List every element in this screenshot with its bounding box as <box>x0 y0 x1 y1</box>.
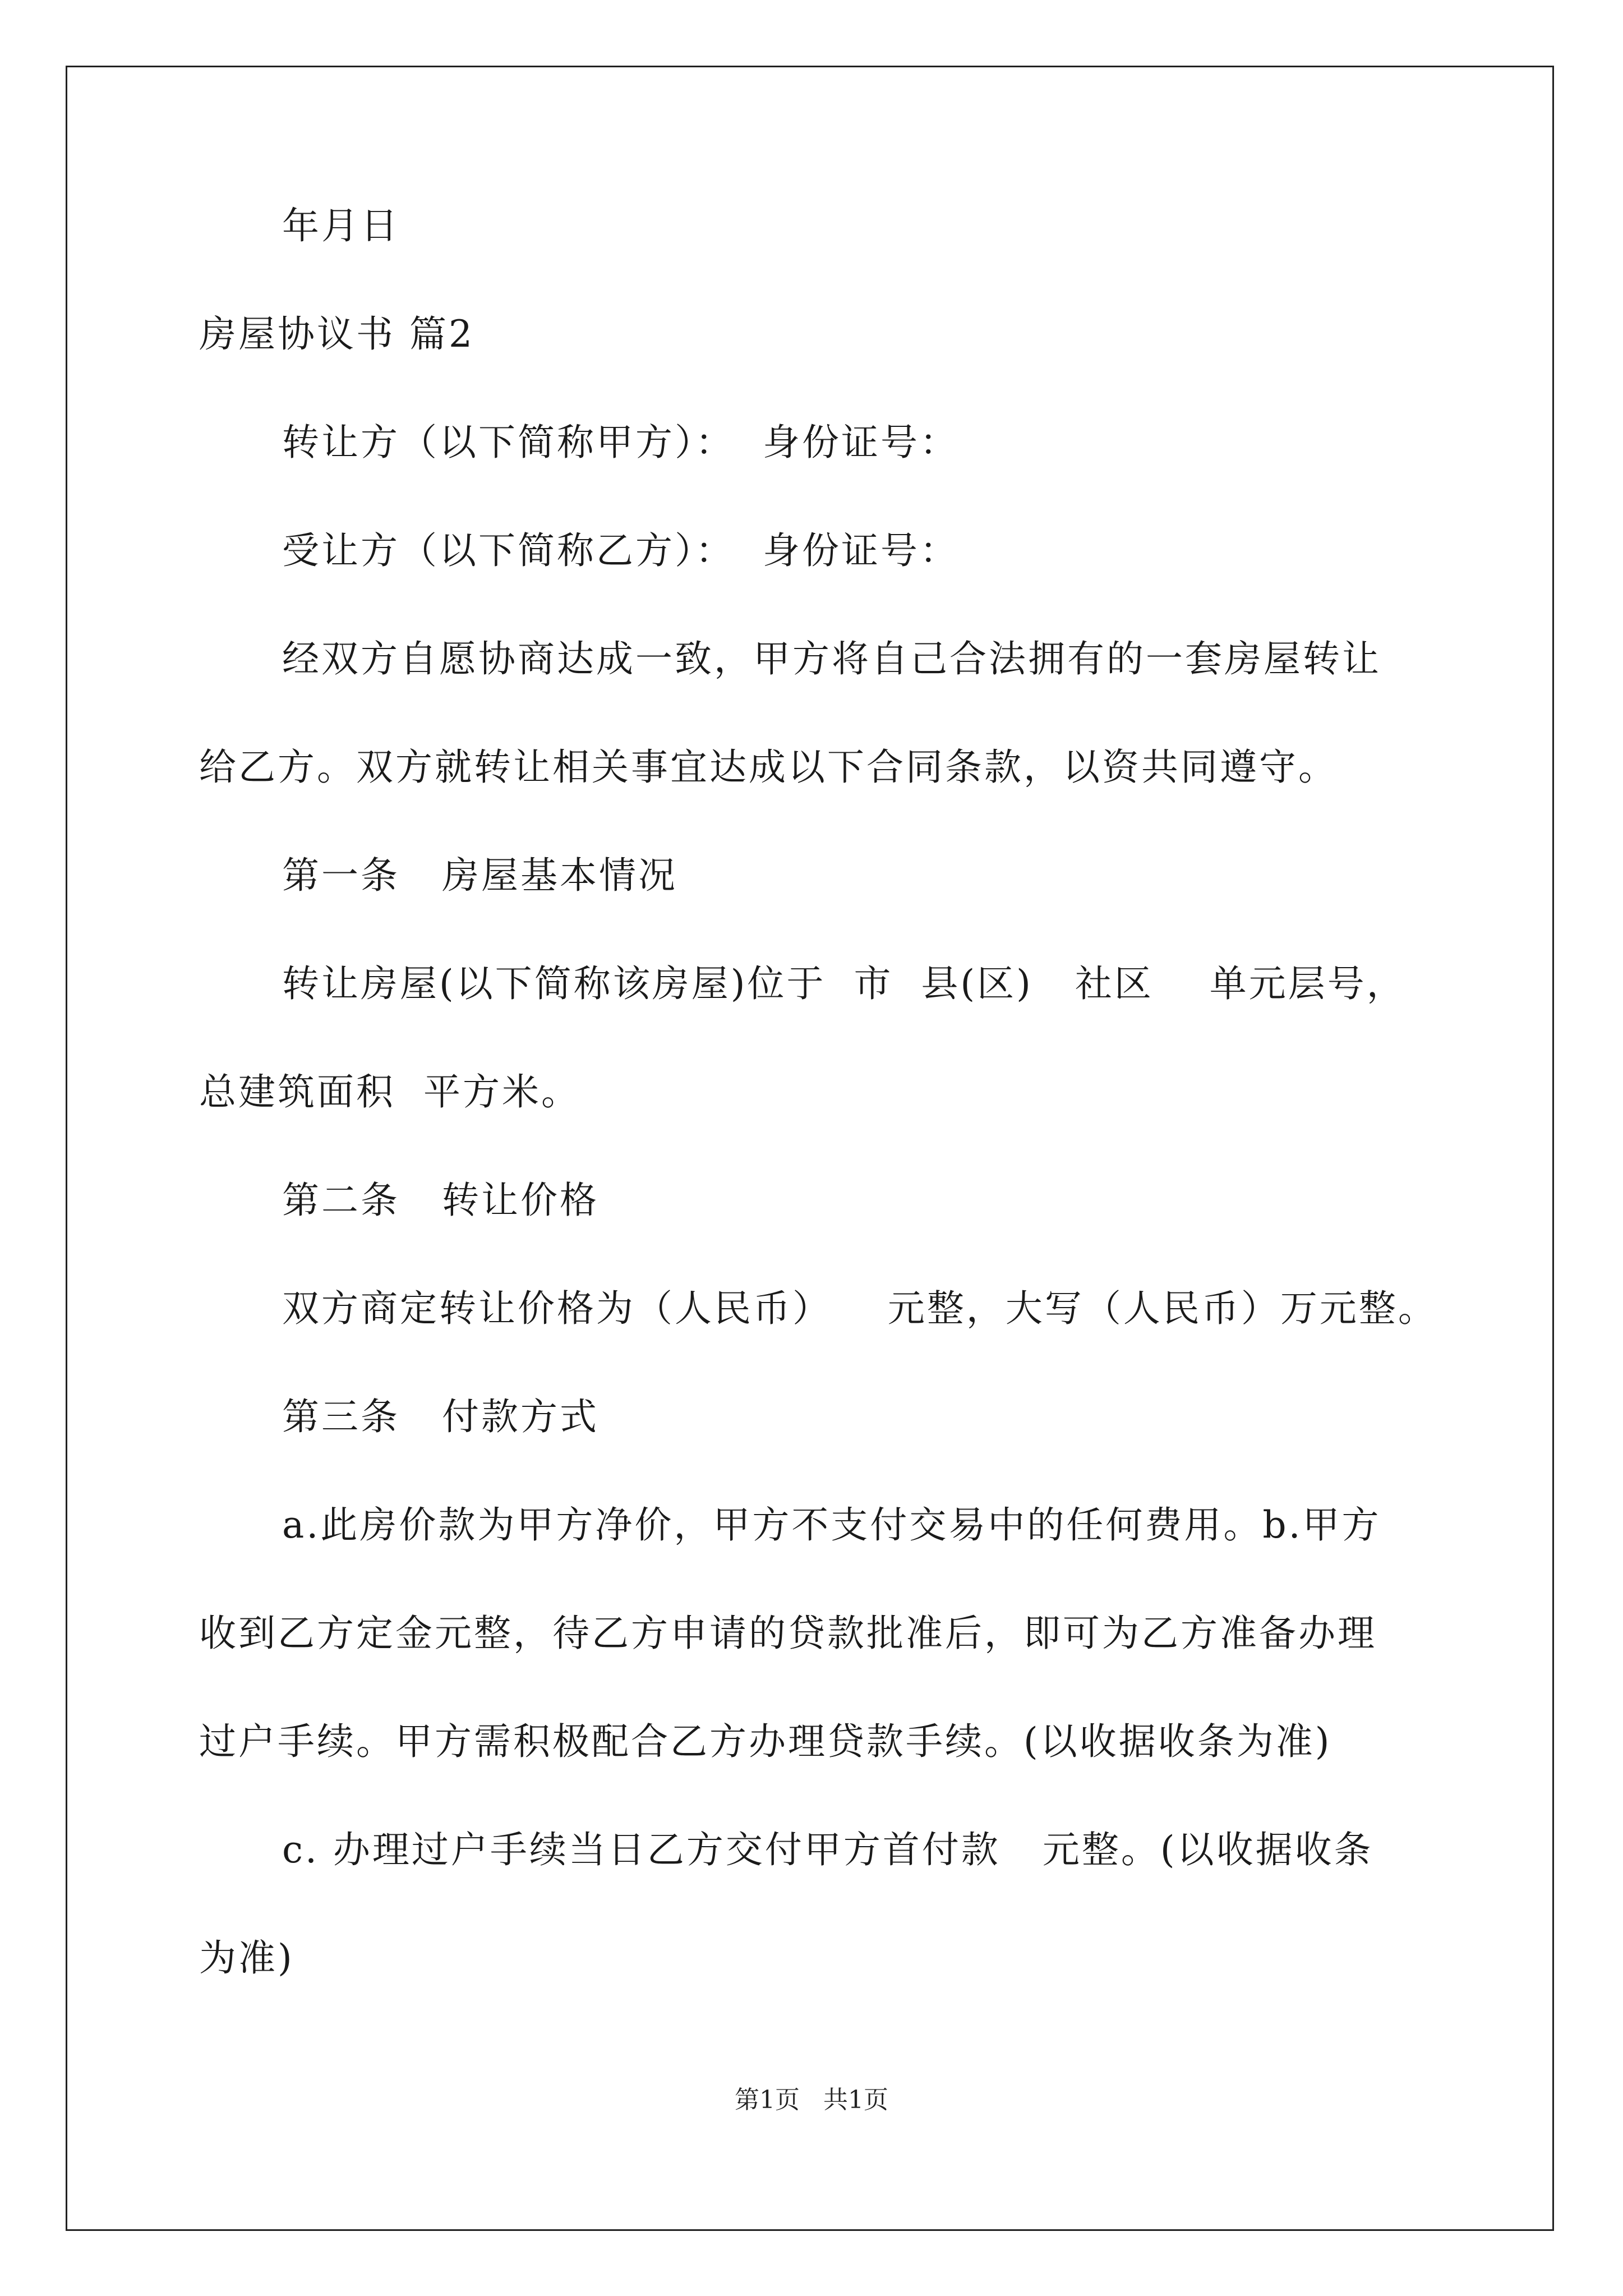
date-line: 年月日 <box>282 204 400 247</box>
article-3-heading: 第三条 付款方式 <box>282 1395 599 1438</box>
paragraph-line: a.此房价款为甲方净价，甲方不支付交易中的任何费用。b.甲方 <box>282 1503 1381 1547</box>
paragraph-line: c. 办理过户手续当日乙方交付甲方首付款 元整。(以收据收条 <box>282 1828 1373 1871</box>
document-body <box>199 204 1438 2048</box>
article-1-heading: 第一条 房屋基本情况 <box>282 854 677 897</box>
page-footer: 第1页 共1页 <box>735 2086 888 2114</box>
paragraph-line: 收到乙方定金元整，待乙方申请的贷款批准后，即可为乙方准备办理 <box>199 1612 1377 1655</box>
paragraph-line: 总建筑面积 平方米。 <box>199 1070 580 1114</box>
paragraph-line: 过户手续。甲方需积极配合乙方办理贷款手续。(以收据收条为准) <box>199 1720 1332 1763</box>
paragraph-line: 转让房屋(以下简称该房屋)位于 市 县(区) 社区 单元层号， <box>282 962 1406 1005</box>
paragraph-line: 给乙方。双方就转让相关事宜达成以下合同条款，以资共同遵守。 <box>199 746 1338 789</box>
transferee-line: 受让方（以下简称乙方）： 身份证号： <box>282 529 959 572</box>
paragraph-line: 为准) <box>199 1936 294 1980</box>
section-heading: 房屋协议书 篇2 <box>199 312 474 356</box>
transferor-line: 转让方（以下简称甲方）： 身份证号： <box>282 421 959 464</box>
article-2-heading: 第二条 转让价格 <box>282 1179 599 1222</box>
paragraph-line: 经双方自愿协商达成一致，甲方将自己合法拥有的一套房屋转让 <box>282 637 1381 680</box>
paragraph-line: 双方商定转让价格为（人民币） 元整，大写（人民币）万元整。 <box>282 1287 1437 1330</box>
